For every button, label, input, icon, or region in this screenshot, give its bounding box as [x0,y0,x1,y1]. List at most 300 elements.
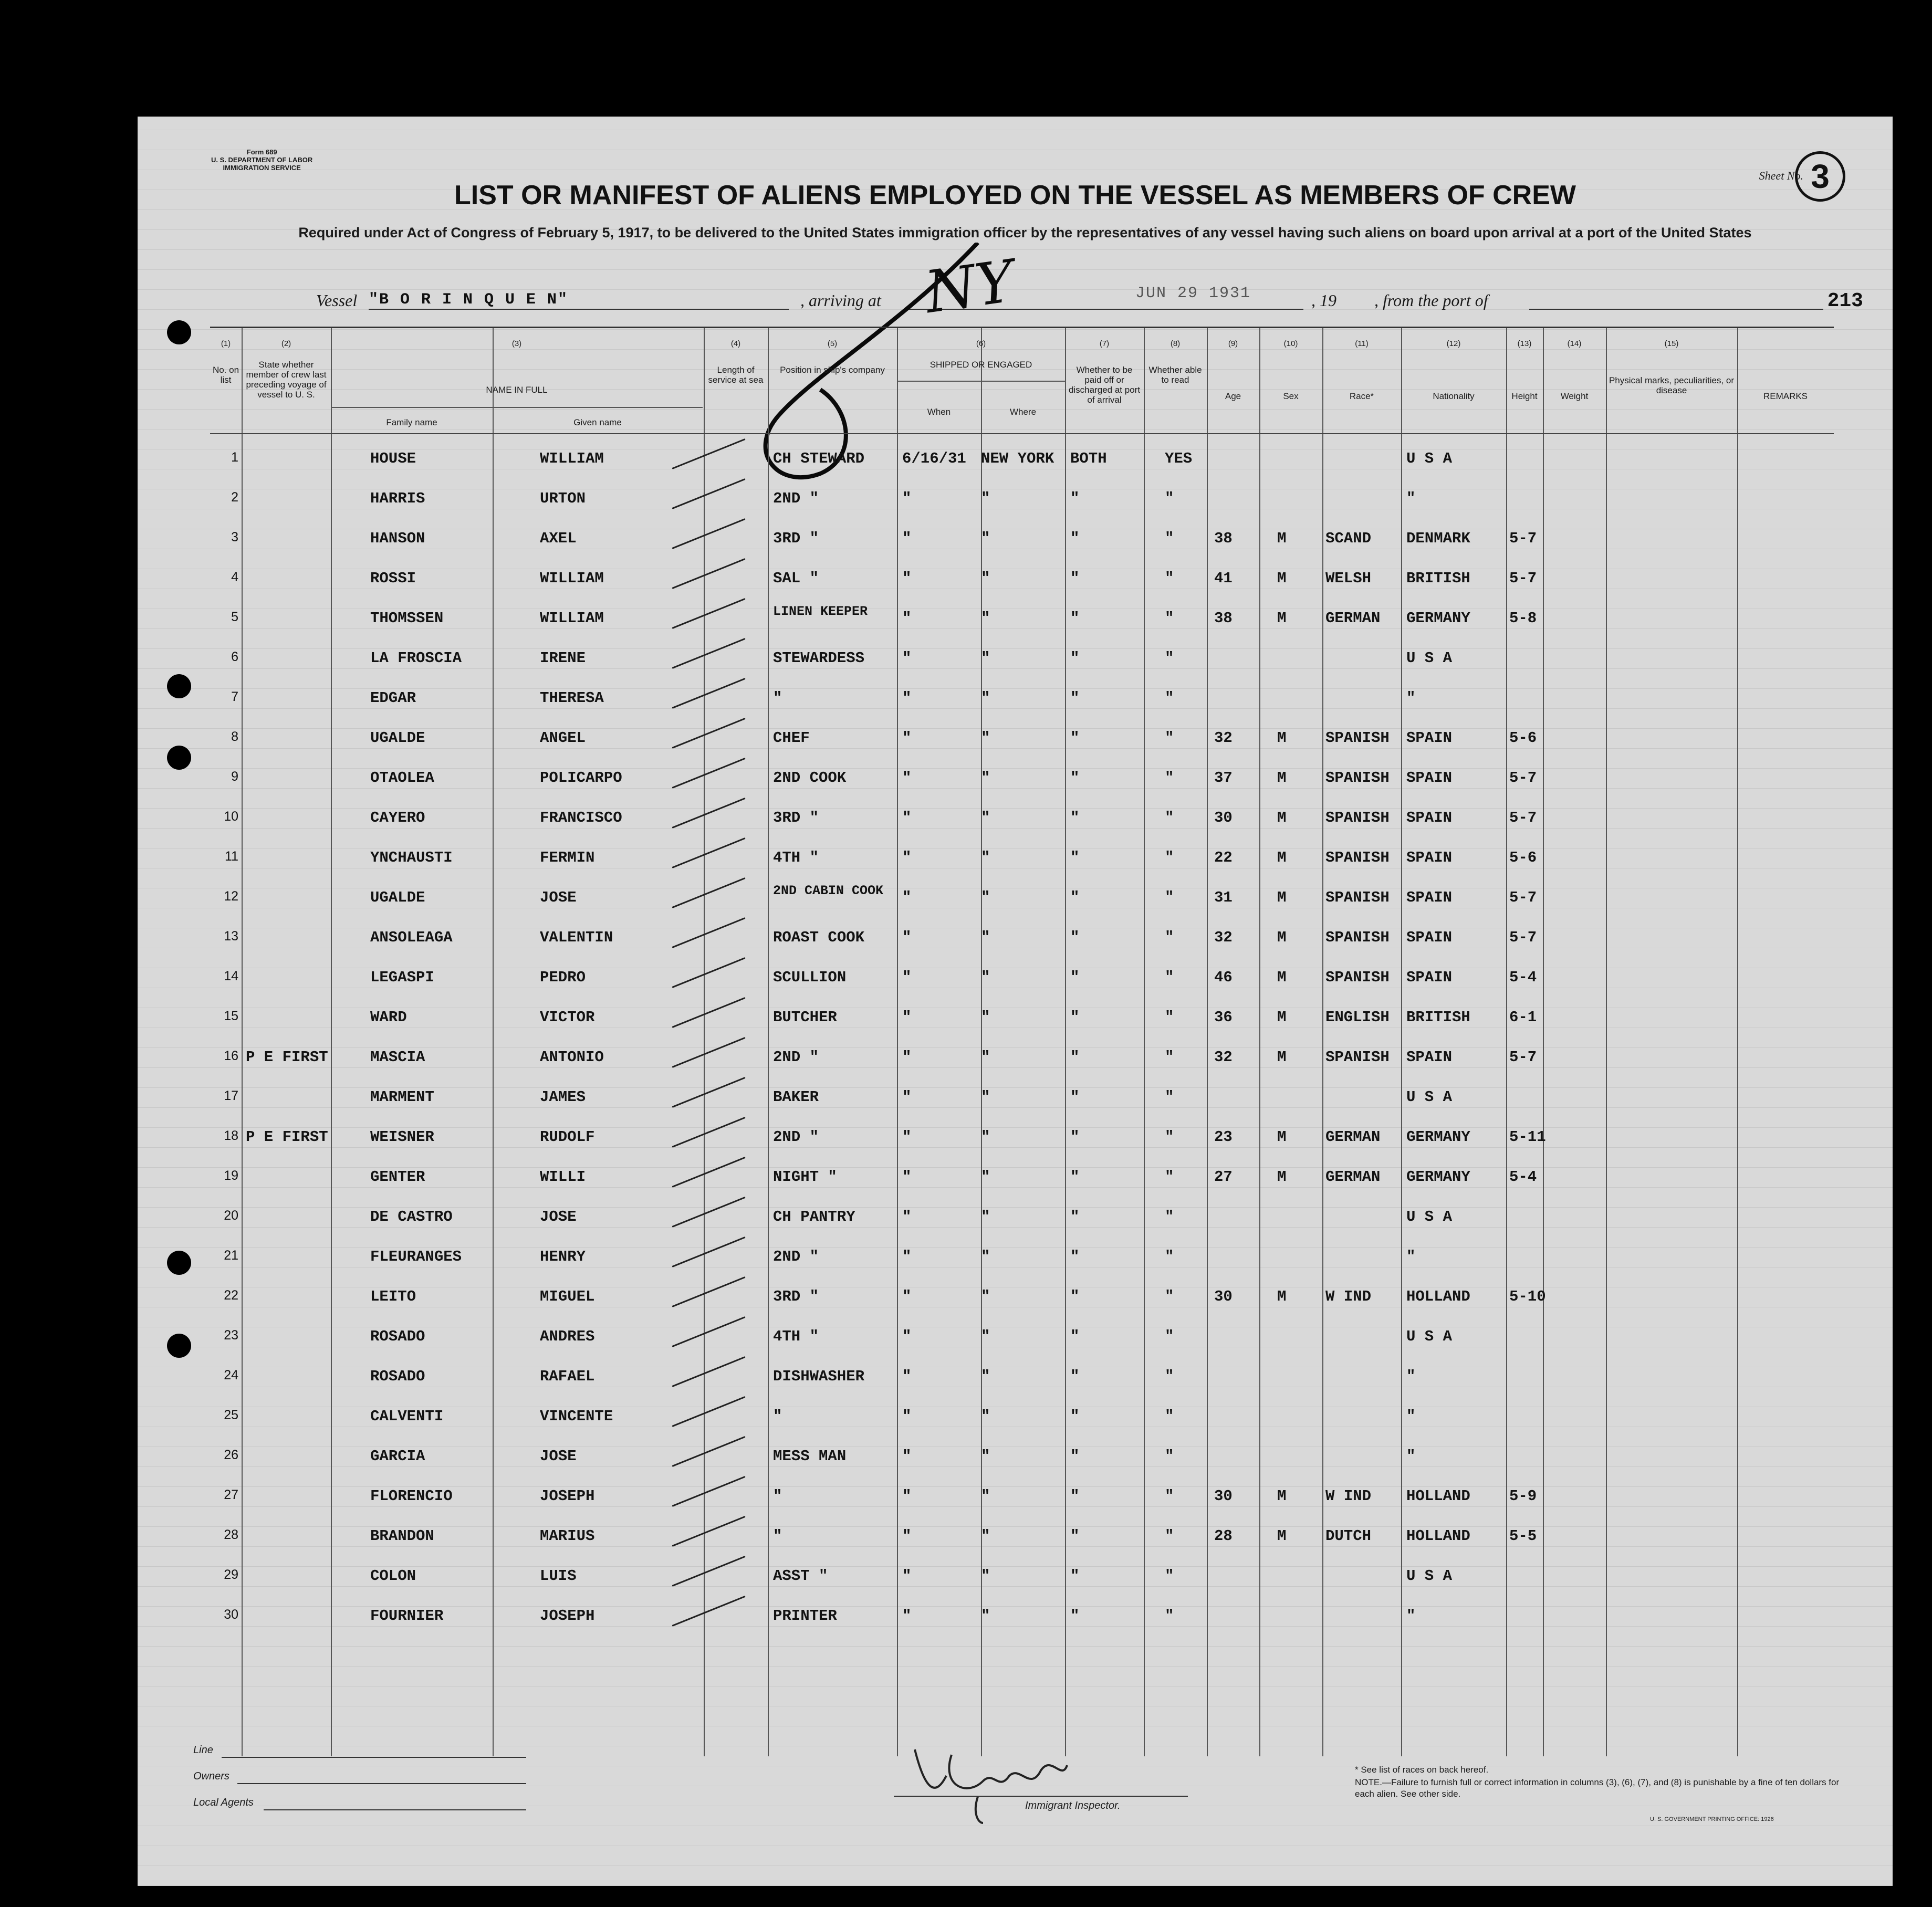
col-no-header: (1) No. on list [212,339,239,385]
races-note: * See list of races on back hereof. [1355,1765,1489,1775]
cell-nat: " [1406,1248,1416,1265]
cell-sex: M [1277,809,1287,826]
cell-given: JOSEPH [540,1607,595,1625]
cell-sex: M [1277,530,1287,547]
cell-height: 5-7 [1509,809,1537,826]
cell-sex: M [1277,1168,1287,1186]
cell-nat: GERMANY [1406,1128,1470,1146]
cell-nat: " [1406,1607,1416,1625]
cell-family: CALVENTI [370,1408,444,1425]
cell-family: FLEURANGES [370,1248,462,1265]
cell-nat: " [1406,1408,1416,1425]
table-row [210,1480,1834,1520]
cell-position: CH PANTRY [773,1208,855,1225]
inspector-signature [904,1734,1072,1828]
manifest-sheet [138,117,1893,1886]
col-physical-marks-header: (15) Physical marks, peculiarities, or disease [1609,339,1735,395]
cell-given: WILLIAM [540,450,604,467]
cell-no: 4 [231,570,238,584]
table-row [210,882,1834,921]
cell-when: " [902,689,912,707]
col-paid-off-header: (7) Whether to be paid off or discharged at port of arrival [1068,339,1141,405]
cell-position: 2ND " [773,1128,819,1146]
cell-nat: " [1406,1368,1416,1385]
cell-nat: " [1406,490,1416,507]
cell-read: " [1165,610,1174,627]
cell-given: RAFAEL [540,1368,595,1385]
cell-race: GERMAN [1325,1128,1381,1146]
cell-nat: SPAIN [1406,849,1453,866]
cell-no: 29 [224,1567,238,1582]
cell-when: " [902,1328,912,1345]
cell-paid: " [1070,929,1080,946]
cell-nat: SPAIN [1406,1049,1453,1066]
cell-where: " [981,969,990,986]
cell-paid: " [1070,570,1080,587]
cell-given: VALENTIN [540,929,613,946]
service-check-mark [672,1556,745,1587]
cell-age: 37 [1214,769,1233,787]
cell-when: " [902,1368,912,1385]
cell-nat: SPAIN [1406,729,1453,747]
cell-no: 24 [224,1368,238,1382]
cell-nat: SPAIN [1406,769,1453,787]
cell-paid: " [1070,530,1080,547]
cell-read: " [1165,1128,1174,1146]
cell-height: 5-6 [1509,849,1537,866]
cell-when: " [902,1487,912,1505]
cell-height: 6-1 [1509,1009,1537,1026]
cell-when: " [902,1049,912,1066]
cell-paid: " [1070,1527,1080,1545]
cell-family: LA FROSCIA [370,649,462,667]
cell-read: " [1165,649,1174,667]
cell-paid: " [1070,769,1080,787]
cell-position: 2ND COOK [773,769,847,787]
cell-position: 3RD " [773,530,819,547]
service-check-mark [672,1396,745,1427]
cell-when: " [902,610,912,627]
cell-read: " [1165,1567,1174,1585]
cell-no: 28 [224,1527,238,1542]
cell-height: 5-7 [1509,530,1537,547]
cell-where: " [981,1487,990,1505]
cell-sex: M [1277,849,1287,866]
cell-no: 22 [224,1288,238,1303]
table-row [210,722,1834,762]
cell-age: 30 [1214,809,1233,826]
cell-where: " [981,689,990,707]
cell-no: 7 [231,689,238,704]
cell-family: OTAOLEA [370,769,434,787]
cell-age: 38 [1214,610,1233,627]
table-row [210,921,1834,961]
cell-read: " [1165,1208,1174,1225]
cell-age: 32 [1214,729,1233,747]
cell-read: " [1165,889,1174,906]
cell-where: " [981,610,990,627]
cell-race: SPANISH [1325,889,1390,906]
col-read-header: (8) Whether able to read [1148,339,1202,385]
cell-paid: " [1070,849,1080,866]
cell-paid: " [1070,1368,1080,1385]
col-remarks-header: REMARKS [1763,391,1808,401]
cell-sex: M [1277,929,1287,946]
cell-given: POLICARPO [540,769,622,787]
cell-position: 4TH " [773,849,819,866]
agents-label: Local Agents [193,1797,254,1808]
cell-given: MIGUEL [540,1288,595,1305]
cell-paid: " [1070,1088,1080,1106]
cell-position: ROAST COOK [773,929,865,946]
cell-given: VICTOR [540,1009,595,1026]
cell-given: THERESA [540,689,604,707]
cell-no: 15 [224,1009,238,1023]
cell-family: WARD [370,1009,407,1026]
cell-read: " [1165,1487,1174,1505]
cell-position: SAL " [773,570,819,587]
crew-table [210,327,1834,1756]
service-check-mark [672,1157,745,1188]
cell-nat: " [1406,689,1416,707]
cell-prev: P E FIRST [246,1128,328,1146]
cell-where: NEW YORK [981,450,1054,467]
cell-position: 2ND CABIN COOK [773,883,884,898]
cell-position: 2ND " [773,1248,819,1265]
col-previous-voyage-header: (2) State whether member of crew last preceding voyage of vessel to U. S. [246,339,327,400]
cell-read: " [1165,1368,1174,1385]
table-row [210,802,1834,842]
cell-race: SPANISH [1325,969,1390,986]
punch-hole [167,320,191,344]
service-check-mark [672,1476,745,1507]
cell-where: " [981,1009,990,1026]
cell-position: BUTCHER [773,1009,837,1026]
table-row [210,762,1834,802]
punch-hole [167,1334,191,1358]
cell-read: " [1165,490,1174,507]
cell-no: 13 [224,929,238,944]
cell-read: " [1165,570,1174,587]
sheet-number: 3 [1795,151,1845,202]
cell-height: 5-4 [1509,969,1537,986]
cell-where: " [981,1168,990,1186]
cell-given: JAMES [540,1088,586,1106]
cell-given: ANDRES [540,1328,595,1345]
cell-where: " [981,1448,990,1465]
table-row [210,1360,1834,1400]
table-row [210,1440,1834,1480]
owners-field [237,1783,526,1784]
cell-read: " [1165,1328,1174,1345]
cell-paid: " [1070,1567,1080,1585]
page-title: LIST OR MANIFEST OF ALIENS EMPLOYED ON THE VESSEL AS MEMBERS OF CREW [454,180,1576,211]
service-check-mark [672,1117,745,1148]
cell-family: HOUSE [370,450,416,467]
cell-sex: M [1277,1128,1287,1146]
cell-read: " [1165,1408,1174,1425]
cell-when: " [902,969,912,986]
cell-given: URTON [540,490,586,507]
cell-no: 26 [224,1448,238,1462]
cell-paid: " [1070,490,1080,507]
cell-no: 9 [231,769,238,784]
cell-read: " [1165,1288,1174,1305]
service-check-mark [672,678,745,709]
cell-sex: M [1277,769,1287,787]
table-row [210,842,1834,882]
cell-age: 46 [1214,969,1233,986]
cell-race: SPANISH [1325,809,1390,826]
table-row [210,562,1834,602]
cell-given: JOSE [540,1448,577,1465]
cell-where: " [981,1049,990,1066]
cell-no: 2 [231,490,238,505]
form-number: Form 689 [246,148,277,156]
cell-nat: U S A [1406,1208,1453,1225]
cell-family: WEISNER [370,1128,434,1146]
cell-age: 23 [1214,1128,1233,1146]
col-weight-header: (14) Weight [1560,339,1589,401]
table-row [210,1321,1834,1360]
form-header-block [211,148,312,172]
cell-no: 11 [225,849,238,864]
service-check-mark [672,478,745,509]
cell-position: 4TH " [773,1328,819,1345]
cell-family: CAYERO [370,809,425,826]
cell-paid: " [1070,649,1080,667]
table-row [210,1520,1834,1560]
department-name: U. S. DEPARTMENT OF LABOR [211,156,313,164]
cell-paid: " [1070,689,1080,707]
cell-read: " [1165,1088,1174,1106]
cell-position: " [773,1527,782,1545]
cell-nat: BRITISH [1406,570,1470,587]
col-name-header: (3) NAME IN FULL Family name Given name [331,328,703,433]
cell-height: 5-9 [1509,1487,1537,1505]
inspector-line [894,1796,1188,1797]
cell-height: 5-7 [1509,889,1537,906]
arriving-port-handwritten: NY [921,247,1018,327]
cell-height: 5-7 [1509,769,1537,787]
cell-paid: " [1070,1607,1080,1625]
cell-read: YES [1165,450,1193,467]
cell-no: 8 [231,729,238,744]
cell-when: " [902,849,912,866]
cell-race: SPANISH [1325,849,1390,866]
cell-paid: " [1070,1328,1080,1345]
cell-when: " [902,769,912,787]
cell-paid: " [1070,1248,1080,1265]
cell-where: " [981,769,990,787]
cell-when: " [902,1208,912,1225]
cell-paid: " [1070,1128,1080,1146]
cell-given: WILLIAM [540,570,604,587]
cell-nat: SPAIN [1406,969,1453,986]
cell-when: " [902,1607,912,1625]
cell-family: GARCIA [370,1448,425,1465]
vessel-name: "B O R I N Q U E N" [369,291,789,310]
cell-position: 3RD " [773,1288,819,1305]
cell-nat: SPAIN [1406,889,1453,906]
cell-race: W IND [1325,1487,1372,1505]
col-sex-header: (10) Sex [1283,339,1299,401]
cell-family: ROSADO [370,1328,425,1345]
cell-given: MARIUS [540,1527,595,1545]
arriving-label: , arriving at [800,291,881,310]
cell-age: 28 [1214,1527,1233,1545]
cell-height: 5-6 [1509,729,1537,747]
cell-where: " [981,649,990,667]
owners-label: Owners [193,1770,229,1782]
table-row [210,1201,1834,1241]
col-height-header: (13) Height [1511,339,1538,401]
table-row [210,1081,1834,1121]
cell-no: 10 [224,809,238,824]
from-port-field [1529,309,1823,310]
table-row [210,642,1834,682]
agents-field [264,1809,526,1810]
cell-given: PEDRO [540,969,586,986]
cell-where: " [981,530,990,547]
table-row [210,1041,1834,1081]
cell-age: 38 [1214,530,1233,547]
service-check-mark [672,718,745,749]
cell-height: 5-7 [1509,929,1537,946]
service-check-mark [672,997,745,1028]
cell-family: GENTER [370,1168,425,1186]
service-name: IMMIGRATION SERVICE [223,164,301,172]
table-row [210,1121,1834,1161]
cell-nat: SPAIN [1406,809,1453,826]
table-row [210,961,1834,1001]
cell-read: " [1165,1009,1174,1026]
cell-given: ANTONIO [540,1049,604,1066]
cell-when: " [902,1248,912,1265]
service-check-mark [672,638,745,669]
service-check-mark [672,558,745,589]
cell-no: 21 [224,1248,238,1263]
cell-sex: M [1277,889,1287,906]
cell-when: " [902,729,912,747]
cell-read: " [1165,1448,1174,1465]
cell-read: " [1165,1527,1174,1545]
cell-no: 23 [224,1328,238,1343]
table-row [210,1161,1834,1201]
cell-race: SPANISH [1325,729,1390,747]
cell-paid: " [1070,1049,1080,1066]
cell-paid: " [1070,1448,1080,1465]
cell-family: DE CASTRO [370,1208,453,1225]
cell-when: " [902,1448,912,1465]
cell-where: " [981,1248,990,1265]
cell-height: 5-4 [1509,1168,1537,1186]
cell-paid: " [1070,1487,1080,1505]
cell-prev: P E FIRST [246,1049,328,1066]
cell-nat: HOLLAND [1406,1288,1470,1305]
cell-sex: M [1277,570,1287,587]
service-check-mark [672,917,745,948]
table-row [210,1281,1834,1321]
service-check-mark [672,1237,745,1267]
cell-position: CH STEWARD [773,450,865,467]
cell-sex: M [1277,729,1287,747]
cell-no: 19 [224,1168,238,1183]
table-row [210,483,1834,522]
cell-read: " [1165,689,1174,707]
cell-where: " [981,1088,990,1106]
table-row [210,1001,1834,1041]
sheet-number-label: Sheet No. [1759,169,1803,182]
cell-nat: U S A [1406,649,1453,667]
cell-given: JOSE [540,1208,577,1225]
cell-paid: " [1070,729,1080,747]
cell-position: " [773,1408,782,1425]
cell-height: 5-11 [1509,1128,1546,1146]
cell-no: 6 [231,649,238,664]
arrival-date-stamp: JUN 29 1931 [1135,285,1251,302]
cell-age: 36 [1214,1009,1233,1026]
cell-read: " [1165,729,1174,747]
from-port-label: , from the port of [1374,291,1488,310]
cell-when: " [902,809,912,826]
col-position-header: (5) Position in ship's company [780,339,885,375]
cell-read: " [1165,969,1174,986]
service-check-mark [672,1516,745,1547]
cell-position: PRINTER [773,1607,837,1625]
cell-given: WILLIAM [540,610,604,627]
cell-when: " [902,1168,912,1186]
table-row [210,1560,1834,1600]
cell-where: " [981,1408,990,1425]
cell-when: " [902,1288,912,1305]
page-subtitle: Required under Act of Congress of February 5, 1917, to be delivered to the United States immigration officer by the representatives of any vessel having such aliens on board upon arrival at a port of the United States [298,225,1752,240]
cell-race: SPANISH [1325,929,1390,946]
cell-paid: " [1070,889,1080,906]
cell-when: " [902,490,912,507]
cell-paid: " [1070,809,1080,826]
cell-family: ROSADO [370,1368,425,1385]
cell-height: 5-5 [1509,1527,1537,1545]
cell-given: HENRY [540,1248,586,1265]
cell-age: 41 [1214,570,1233,587]
cell-race: W IND [1325,1288,1372,1305]
cell-read: " [1165,1049,1174,1066]
cell-no: 12 [224,889,238,904]
cell-given: VINCENTE [540,1408,613,1425]
cell-no: 16 [224,1049,238,1063]
cell-when: " [902,1408,912,1425]
cell-nat: U S A [1406,1328,1453,1345]
cell-no: 17 [224,1088,238,1103]
cell-age: 22 [1214,849,1233,866]
table-row [210,602,1834,642]
cell-height: 5-7 [1509,1049,1537,1066]
col-age-header: (9) Age [1225,339,1241,401]
cell-given: RUDOLF [540,1128,595,1146]
cell-age: 30 [1214,1288,1233,1305]
service-check-mark [672,1436,745,1467]
cell-given: AXEL [540,530,577,547]
cell-race: SPANISH [1325,769,1390,787]
cell-position: 2ND " [773,490,819,507]
cell-when: " [902,1567,912,1585]
cell-no: 3 [231,530,238,544]
cell-sex: M [1277,1487,1287,1505]
table-row [210,682,1834,722]
cell-no: 25 [224,1408,238,1422]
cell-family: UGALDE [370,729,425,747]
